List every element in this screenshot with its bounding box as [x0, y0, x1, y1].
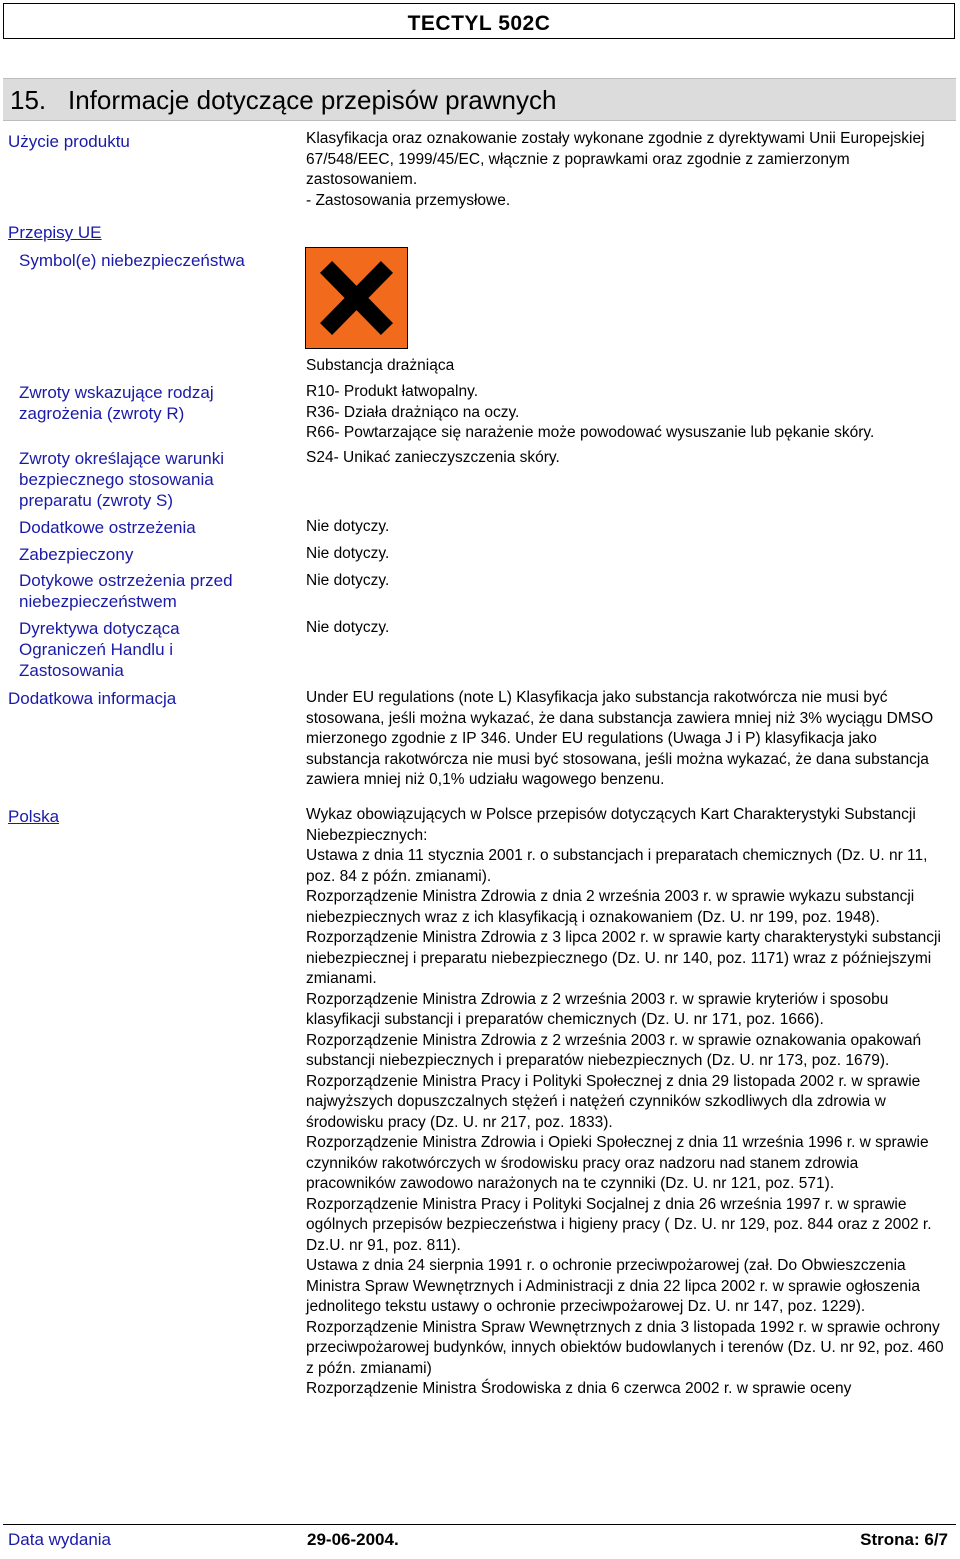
label-s-phrases: Zwroty określające warunki bezpiecznego stosowania preparatu (zwroty S)	[19, 449, 225, 510]
additional-warnings-value: Nie dotyczy.	[306, 518, 390, 535]
label-eu-regulations: Przepisy UE	[8, 223, 102, 242]
industrial-use-text: - Zastosowania przemysłowe.	[306, 192, 511, 209]
regulation-item: Rozporządzenie Ministra Spraw Wewnętrznych z dnia 3 listopada 1992 r. w sprawie ochrony przeciwpożarowej budynków, innych obiektów budowlanych i terenów (Dz. U. nr 92, poz. 460 z późn. zmianami)	[306, 1318, 944, 1377]
directive-value: Nie dotyczy.	[306, 619, 390, 636]
footer-issue-label: Data wydania	[8, 1530, 112, 1549]
label-protected: Zabezpieczony	[19, 545, 134, 564]
regulation-item: Wykaz obowiązujących w Polsce przepisów dotyczących Kart Charakterystyki Substancji Niebezpiecznych:	[306, 806, 916, 844]
regulation-item: Ustawa z dnia 11 stycznia 2001 r. o substancjach i preparatach chemicznych (Dz. U. nr 11, poz. 84 z późn. zmianami).	[306, 847, 928, 885]
poland-regulations-list	[306, 805, 951, 1400]
regulation-item: Rozporządzenie Ministra Pracy i Polityki Socjalnej z dnia 26 września 1997 r. w sprawie ogólnych przepisów bezpieczeństwa i higieny pracy ( Dz. U. nr 129, poz. 844 oraz z 2002 r. Dz.U. nr 91, poz. 811).	[306, 1195, 932, 1254]
regulation-item: Rozporządzenie Ministra Zdrowia z 2 września 2003 r. w sprawie kryteriów i sposobu klasyfikacji substancji i preparatów chemicznych (Dz. U. nr 171, poz. 1666).	[306, 990, 889, 1028]
regulation-item: Rozporządzenie Ministra Pracy i Polityki Społecznej z dnia 29 listopada 2002 r. w sprawie najwyższych dopuszczalnych stężeń i natężeń czynników szkodliwych dla zdrowia w środowisku pracy (Dz. U. nr 217, poz. 1833).	[306, 1072, 921, 1131]
additional-info-text: Under EU regulations (note L) Klasyfikacja jako substancja rakotwórcza nie musi być stosowana, jeśli można wykazać, że dana substancja zawiera mniej niż 3% wyciągu DMSO mierzonego zgodnie z IP 346. Under EU regulations (Uwaga J i P) klasyfikacja jako substancja rakotwórcza nie musi być stosowana, jeśli można wykazać, że dana substancja zawiera mniej niż 0,1% udziału wagowego benzenu.	[306, 689, 934, 788]
r-phrase-item: R36- Działa drażniąco na oczy.	[306, 403, 520, 421]
hazard-name: Substancja drażniąca	[306, 357, 455, 374]
hazard-symbol-icon	[305, 247, 408, 349]
regulation-item: Rozporządzenie Ministra Zdrowia z 3 lipca 2002 r. w sprawie karty charakterystyki substancji niebezpiecznej i preparatu niebezpiecznego (Dz. U. nr 140, poz. 1171) wraz z późniejszymi zmianami.	[306, 929, 941, 987]
tactile-warnings-value: Nie dotyczy.	[306, 572, 390, 589]
label-hazard-symbols: Symbol(e) niebezpieczeństwa	[19, 251, 245, 270]
label-r-phrases: Zwroty wskazujące rodzaj zagrożenia (zwroty R)	[19, 383, 214, 423]
s-phrases-text: S24- Unikać zanieczyszczenia skóry.	[306, 449, 560, 466]
regulation-item: Rozporządzenie Ministra Środowiska z dnia 6 czerwca 2002 r. w sprawie oceny	[306, 1380, 852, 1397]
label-directive: Dyrektywa dotycząca Ograniczeń Handlu i Zastosowania	[19, 619, 180, 680]
r-phrases-list	[306, 382, 874, 444]
irritant-cross-icon	[306, 248, 407, 348]
label-additional-warnings: Dodatkowe ostrzeżenia	[19, 518, 196, 537]
section-title-text: Informacje dotyczące przepisów prawnych	[68, 85, 557, 115]
protected-value: Nie dotyczy.	[306, 545, 390, 562]
regulation-item: Rozporządzenie Ministra Zdrowia i Opieki Społecznej z dnia 11 września 1996 r. w sprawie czynników rakotwórczych w środowisku pracy oraz nadzoru nad stanem zdrowia pracowników zawodowo narażonych na te czynniki (Dz. U. nr 121, poz. 571).	[306, 1134, 929, 1192]
label-additional-info: Dodatkowa informacja	[8, 689, 177, 708]
footer-divider	[3, 1524, 956, 1525]
label-product-use: Użycie produktu	[8, 132, 130, 151]
section-header	[3, 78, 956, 121]
section-number: 15.	[10, 85, 47, 115]
regulation-item: Rozporządzenie Ministra Zdrowia z 2 września 2003 r. w sprawie oznakowania opakowań substancji niebezpiecznych i preparatów niebezpiecznych (Dz. U. nr 173, poz. 1679).	[306, 1031, 922, 1069]
label-tactile-warnings: Dotykowe ostrzeżenia przed niebezpieczeństwem	[19, 571, 233, 611]
footer-issue-date: 29-06-2004.	[307, 1530, 399, 1549]
product-use-text: Klasyfikacja oraz oznakowanie zostały wykonane zgodnie z dyrektywami Unii Europejskiej 67/548/EEC, 1999/45/EC, włącznie z poprawkami oraz zgodnie z zamierzonym zastosowaniem.	[306, 130, 925, 188]
footer-page-number: Strona: 6/7	[860, 1530, 948, 1549]
r-phrase-item: R66- Powtarzające się narażenie może powodować wysuszanie lub pękanie skóry.	[306, 424, 875, 441]
header-box	[3, 3, 955, 39]
regulation-item: Rozporządzenie Ministra Zdrowia z dnia 2 września 2003 r. w sprawie wykazu substancji niebezpiecznych wraz z ich klasyfikacją i oznakowaniem (Dz. U. nr 199, poz. 1948).	[306, 888, 915, 926]
regulation-item: Ustawa z dnia 24 sierpnia 1991 r. o ochronie przeciwpożarowej (zał. Do Obwieszczenia Ministra Spraw Wewnętrznych i Administracji z dnia 22 lipca 2002 r. w sprawie ogłoszenia jednolitego tekstu ustawy o ochronie przeciwpożarowej Dz. U. nr 147, poz. 1229).	[306, 1257, 920, 1315]
label-poland: Polska	[8, 807, 60, 826]
section-title	[10, 85, 556, 116]
document-title: TECTYL 502C	[407, 12, 551, 35]
r-phrase-item: R10- Produkt łatwopalny.	[306, 383, 479, 400]
